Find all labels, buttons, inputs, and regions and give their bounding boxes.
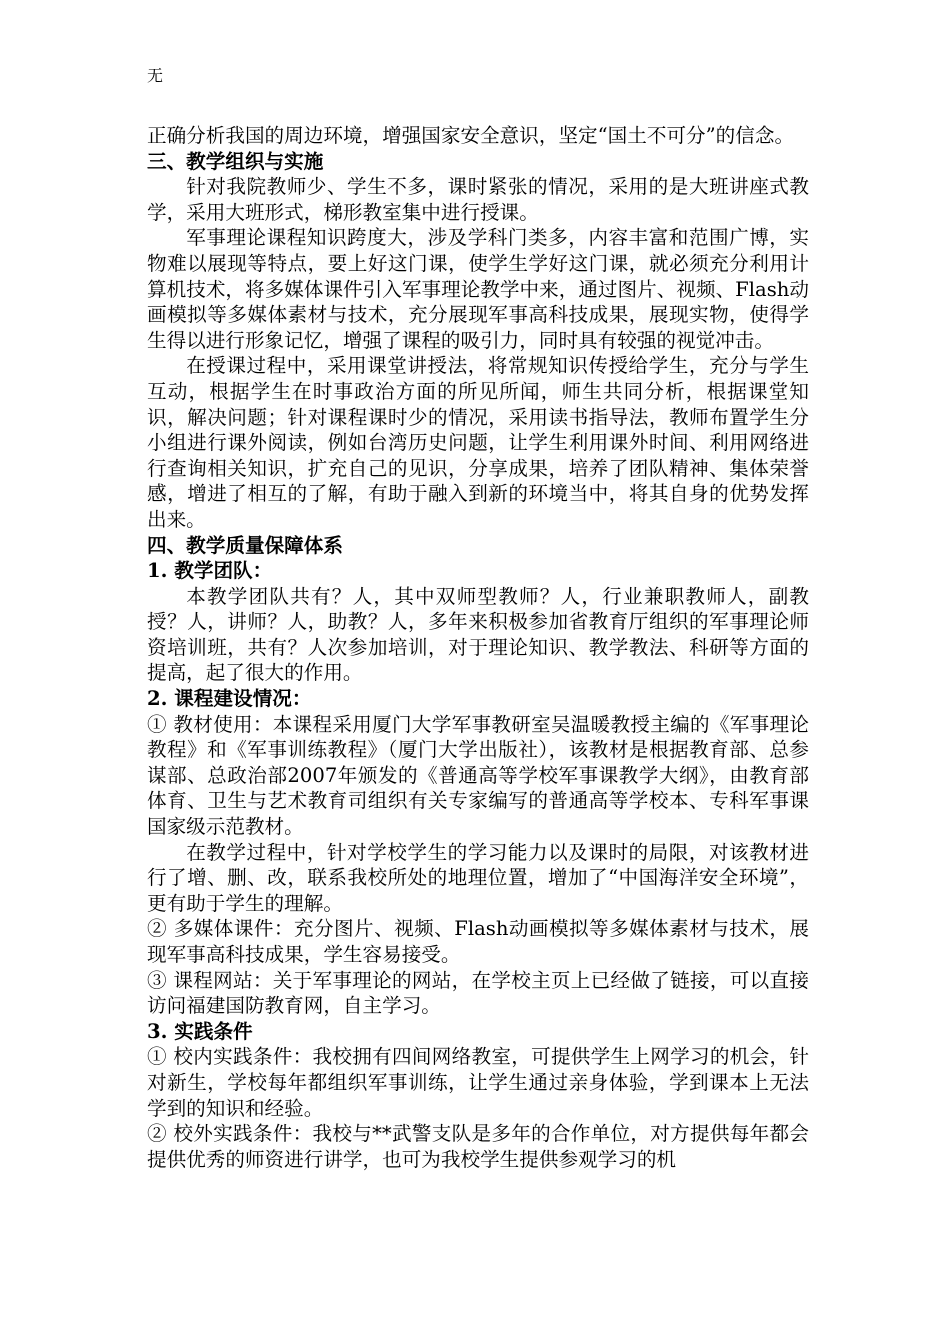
paragraph: ① 教材使用：本课程采用厦门大学军事教研室吴温暖教授主编的《军事理论教程》和《军事训练教程》（厦门大学出版社），该教材是根据教育部、总参谋部、总政治部2007年颁发的《普通高等学校军事课教学大纲》，由教育部体育、卫生与艺术教育司组织有关专家编写的普通高等学校本、专科军事课国家级示范教材。: [147, 712, 809, 839]
paragraph: 正确分析我国的周边环境，增强国家安全意识，坚定“国土不可分”的信念。: [147, 124, 795, 147]
paragraph: ① 校内实践条件：我校拥有四间网络教室，可提供学生上网学习的机会，针对新生，学校每年都组织军事训练，让学生通过亲身体验，学到课本上无法学到的知识和经验。: [147, 1045, 809, 1120]
paragraph: 在授课过程中，采用课堂讲授法，将常规知识传授给学生，充分与学生互动，根据学生在时事政治方面的所见所闻，师生共同分析，根据课堂知识，解决问题；针对课程课时少的情况，采用读书指导法，教师布置学生分小组进行课外阅读，例如台湾历史问题，让学生利用课外时间、利用网络进行查询相关知识，扩充自己的见识，分享成果，培养了团队精神、集体荣誉感，增进了相互的了解，有助于融入到新的环境当中，将其自身的优势发挥出来。: [147, 354, 809, 531]
paragraph: ③ 课程网站：关于军事理论的网站，在学校主页上已经做了链接，可以直接访问福建国防教育网，自主学习。: [147, 968, 809, 1018]
page-header: 无: [147, 66, 164, 85]
paragraph: 在教学过程中，针对学校学生的学习能力以及课时的局限，对该教材进行了增、删、改，联系我校所处的地理位置，增加了“中国海洋安全环境”，更有助于学生的理解。: [147, 840, 809, 915]
section-heading-quality-assurance: 四、教学质量保障体系: [147, 533, 343, 557]
subheading-practice-conditions: 3. 实践条件: [147, 1019, 253, 1043]
subheading-course-construction: 2. 课程建设情况：: [147, 687, 312, 711]
paragraph: ② 多媒体课件：充分图片、视频、Flash动画模拟等多媒体素材与技术，展现军事高科技成果，学生容易接受。: [147, 917, 809, 966]
section-heading-teaching-organization: 三、教学组织与实施: [147, 149, 324, 173]
document-body: [147, 123, 809, 1172]
paragraph: 军事理论课程知识跨度大，涉及学科门类多，内容丰富和范围广博，实物难以展现等特点，要上好这门课，使学生学好这门课，就必须充分利用计算机技术，将多媒体课件引入军事理论教学中来，通过图片、视频、Flash动画模拟等多媒体素材与技术，充分展现军事高科技成果，展现实物，使得学生得以进行形象记忆，增强了课程的吸引力，同时具有较强的视觉冲击。: [147, 226, 809, 352]
subheading-teaching-team: 1. 教学团队：: [147, 559, 273, 583]
paragraph: ② 校外实践条件：我校与**武警支队是多年的合作单位，对方提供每年都会提供优秀的师资进行讲学，也可为我校学生提供参观学习的机: [147, 1122, 809, 1171]
paragraph: 针对我院教师少、学生不多，课时紧张的情况，采用的是大班讲座式教学，采用大班形式，梯形教室集中进行授课。: [147, 175, 809, 224]
paragraph: 本教学团队共有？人，其中双师型教师？人，行业兼职教师人，副教授？人，讲师？人，助教？人，多年来积极参加省教育厅组织的军事理论师资培训班，共有？人次参加培训，对于理论知识、教学教法、科研等方面的提高，起了很大的作用。: [147, 584, 809, 685]
